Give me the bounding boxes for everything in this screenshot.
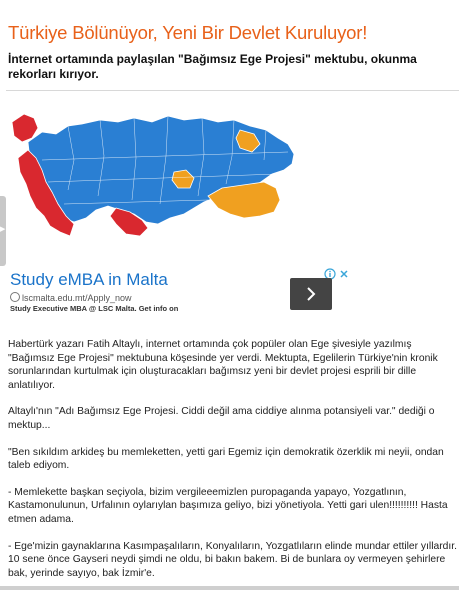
article-lead: İnternet ortamında paylaşılan "Bağımsız Ege Projesi" mektubu, okunma rekorları kırıyor.: [8, 52, 417, 81]
ad-description: Study Executive MBA @ LSC Malta. Get info on: [10, 304, 179, 313]
ad-title[interactable]: Study eMBA in Malta: [10, 270, 168, 289]
article-paragraph: - Memlekette başkan seçiyola, bizim vergileeemizlen puropaganda yapayo, Yozgatlının, Kastamonulunun, Urfalının oylarıylan başımıza geliyo, bizi yönetiyola. Yetti gari ulen!!!!!!!!!! Hasta etmen adama.: [8, 486, 448, 525]
article-body: [8, 338, 459, 593]
ad-next-button[interactable]: [290, 278, 332, 310]
chevron-right-icon: [303, 286, 319, 302]
close-icon[interactable]: [338, 268, 350, 280]
article-paragraph: Habertürk yazarı Fatih Altaylı, internet ortamında çok popüler olan Ege şivesiyle yazılmış "Bağımsız Ege Projesi" mektubuna köşesinde yer verdi. Mektupta, Egelilerin Türkiye'nin kronik sorunlarından kurtulmak için oluşturacakları bağımsız yeni bir devlet projesi esprili bir dille anlatılıyor.: [8, 339, 438, 391]
divider: [6, 90, 459, 91]
article-title: Türkiye Bölünüyor, Yeni Bir Devlet Kuruluyor!: [8, 22, 368, 43]
ad-url[interactable]: [10, 292, 132, 303]
side-scroll-handle[interactable]: ▶: [0, 196, 6, 266]
turkey-map-image: [8, 100, 304, 248]
article-paragraph: - Ege'mizin gaynaklarına Kasımpaşalıların, Konyalıların, Yozgatlıların elinde mundar ettiler yıllardır. 10 sene önce Gayseri neydi şimdi ne oldu, bi bakın bakem. Bi de bunlara oy vermeyen şehirlere bak, yerinde sayıyo, bak İzmir'e.: [8, 540, 457, 579]
ad-url-text[interactable]: lscmalta.edu.mt/Apply_now: [22, 293, 132, 303]
globe-icon: [10, 292, 20, 302]
bottom-scrollbar[interactable]: [0, 586, 459, 590]
article-paragraph: "Ben sıkıldım arkideş bu memleketten, yetti gari Egemiz için demokratik özerklik mi neyii, ondan taleb ediyom.: [8, 446, 444, 472]
article-paragraph: Altaylı'nın "Adı Bağımsız Ege Projesi. Ciddi değil ama ciddiye alınma potansiyeli var." dediği o mektup...: [8, 406, 435, 431]
